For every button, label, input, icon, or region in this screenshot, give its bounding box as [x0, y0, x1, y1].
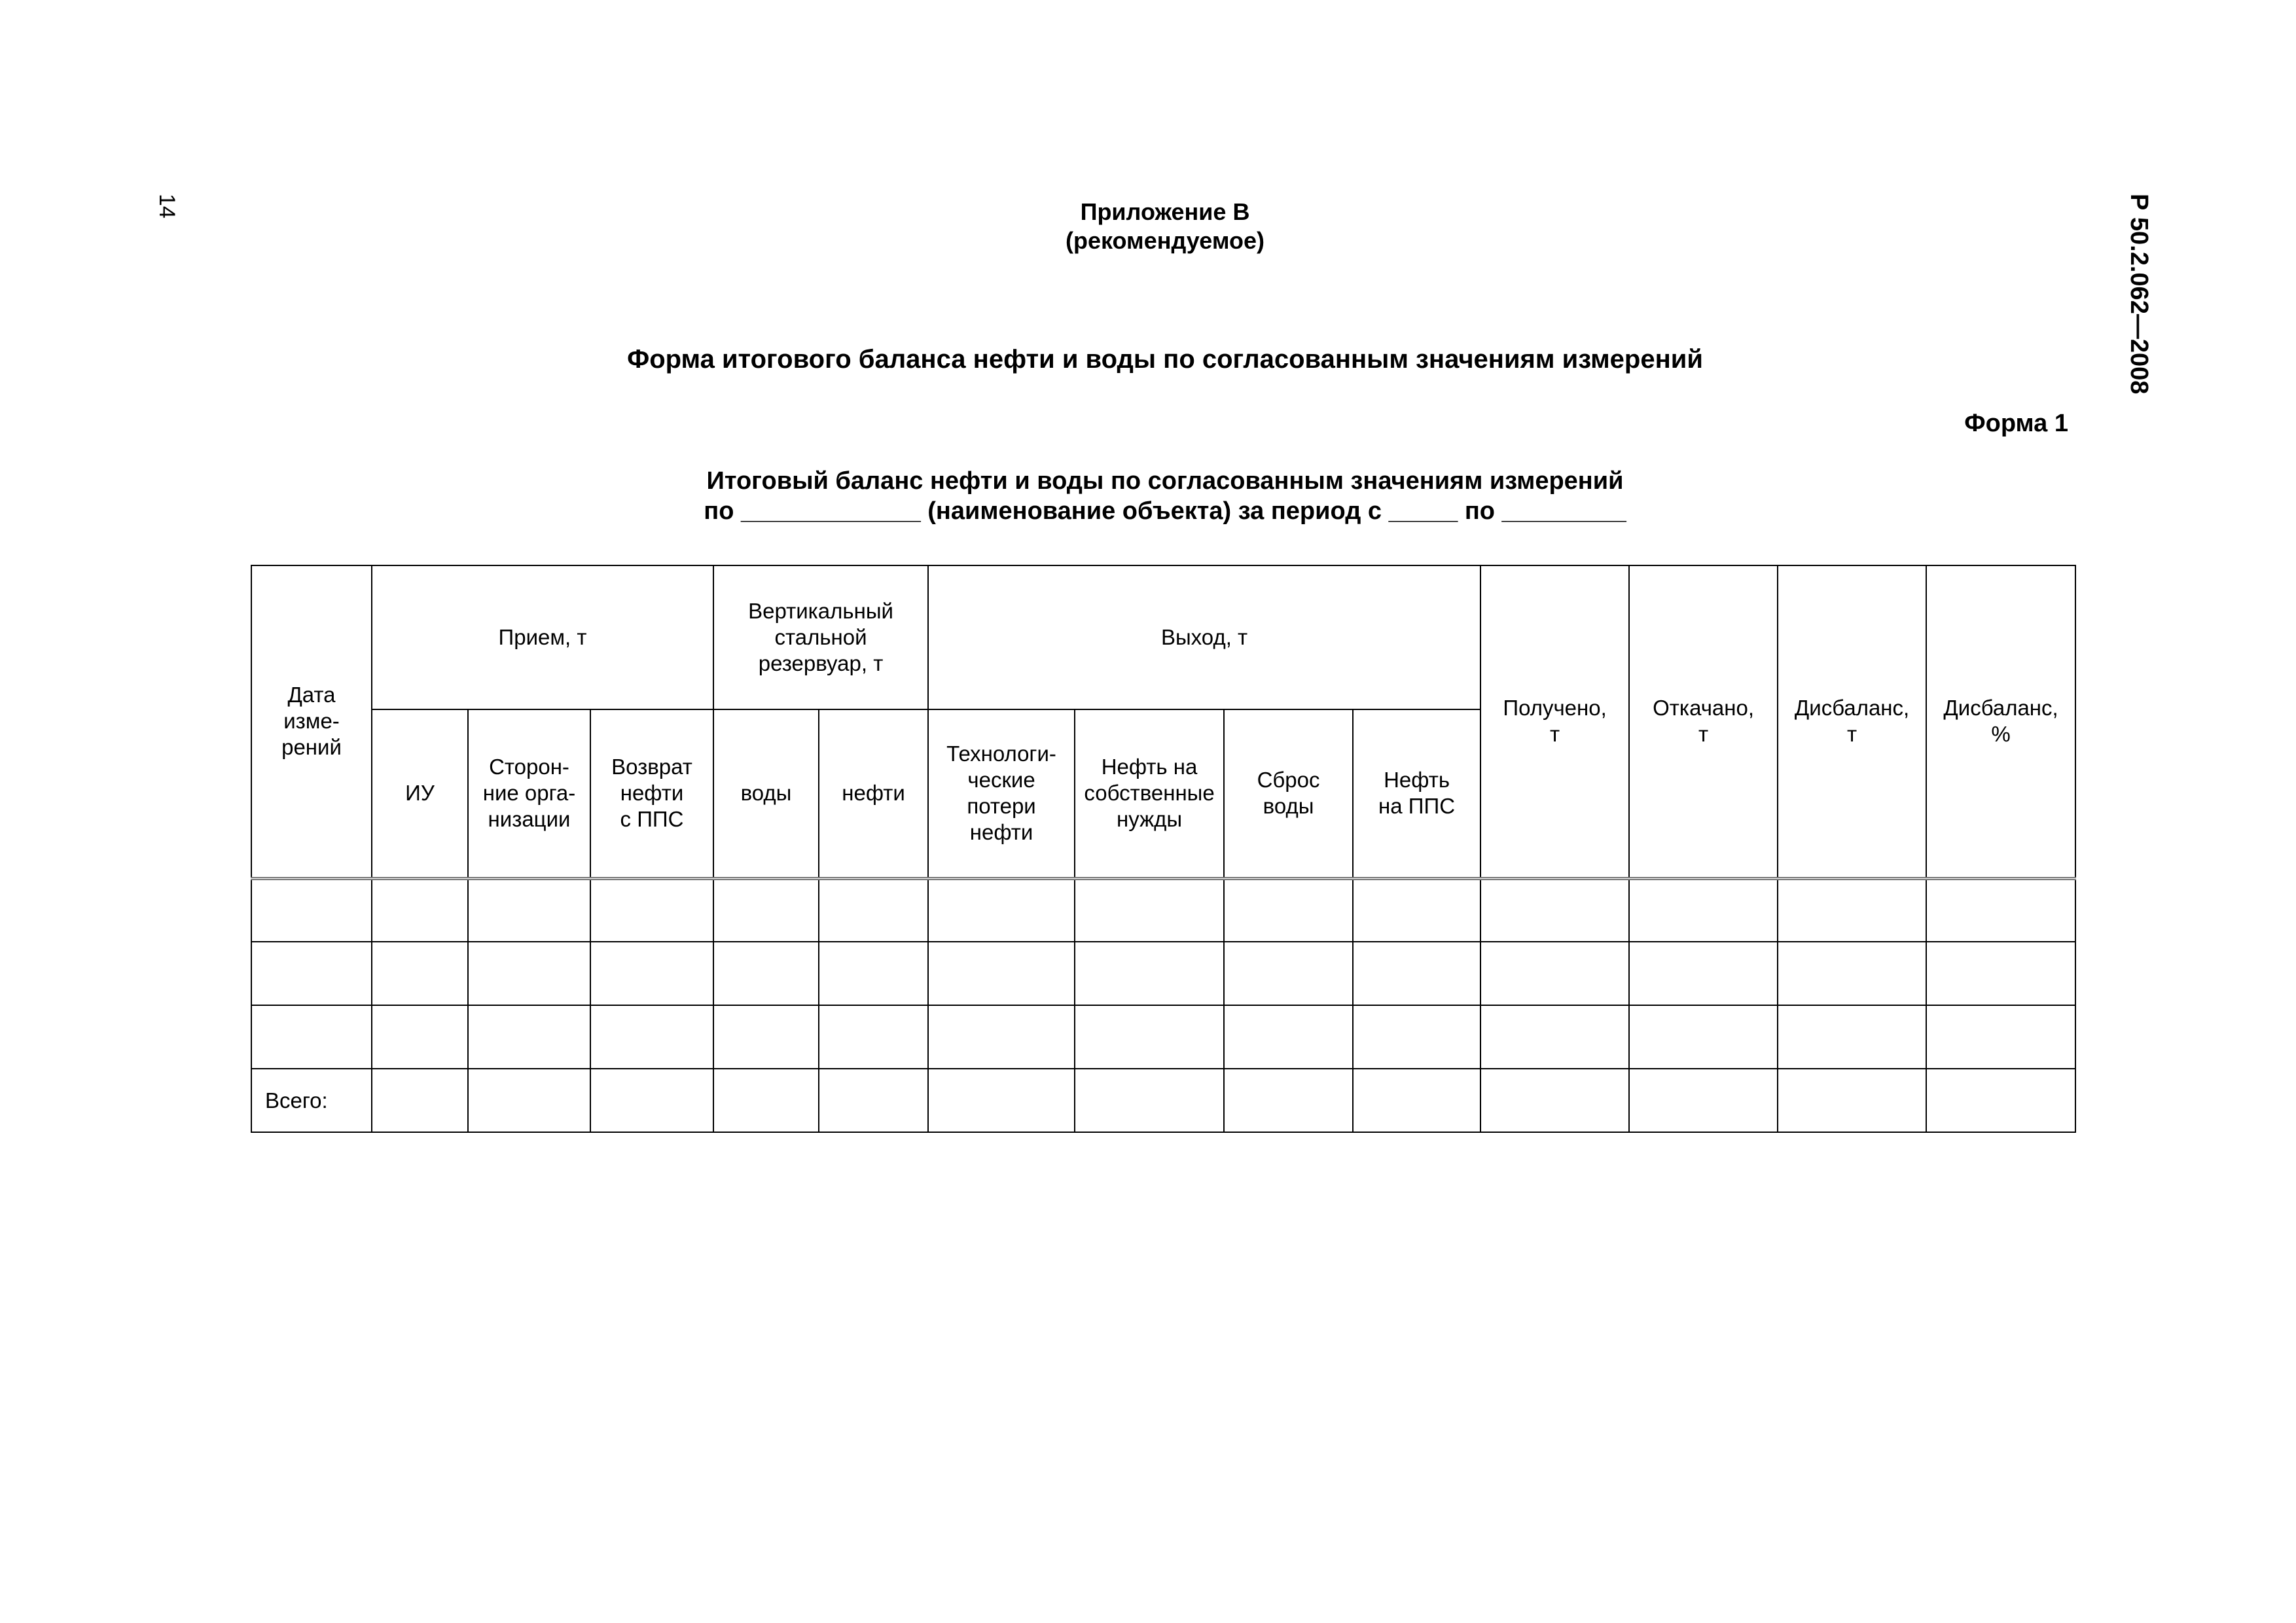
table-cell[interactable]: [819, 1069, 928, 1132]
balance-period-line: по _____________ (наименование объекта) за период с _____ по _________: [704, 497, 1626, 525]
balance-table: [251, 565, 2076, 1133]
table-cell[interactable]: [251, 1005, 372, 1069]
table-cell[interactable]: [1480, 942, 1629, 1005]
table-cell[interactable]: [1778, 1005, 1926, 1069]
table-cell[interactable]: [1075, 942, 1224, 1005]
table-cell[interactable]: [1353, 878, 1480, 942]
total-label: Всего:: [251, 1069, 372, 1132]
table-cell[interactable]: [251, 878, 372, 942]
table-cell[interactable]: [251, 942, 372, 1005]
table-cell[interactable]: [590, 942, 713, 1005]
date-header: Дата изме- рений: [251, 565, 372, 878]
table-row: [251, 942, 2075, 1005]
table-cell[interactable]: [1629, 878, 1778, 942]
header-row-top: [251, 565, 2075, 709]
own-needs-header: Нефть на собственные нужды: [1075, 709, 1224, 878]
table-cell[interactable]: [1480, 878, 1629, 942]
table-cell[interactable]: [1778, 878, 1926, 942]
table-cell[interactable]: [372, 1069, 468, 1132]
imbalance-t-header: Дисбаланс, т: [1778, 565, 1926, 878]
appendix-title: Приложение В: [1080, 198, 1250, 225]
table-cell[interactable]: [1629, 1069, 1778, 1132]
tank-group-header: Вертикальный стальной резервуар, т: [713, 565, 928, 709]
table-cell[interactable]: [819, 1005, 928, 1069]
table-cell[interactable]: [928, 1069, 1075, 1132]
total-row: [251, 1069, 2075, 1132]
table-cell[interactable]: [468, 1069, 590, 1132]
table-cell[interactable]: [590, 878, 713, 942]
form-heading: Форма итогового баланса нефти и воды по согласованным значениям измерений: [627, 345, 1703, 374]
table-cell[interactable]: [1075, 1005, 1224, 1069]
table-cell[interactable]: [1629, 1005, 1778, 1069]
water-header: воды: [713, 709, 819, 878]
table-cell[interactable]: [1224, 1005, 1353, 1069]
table-cell[interactable]: [590, 1005, 713, 1069]
balance-title: Итоговый баланс нефти и воды по согласованным значениям измерений: [706, 467, 1624, 495]
table-row: [251, 1005, 2075, 1069]
received-header: Получено, т: [1480, 565, 1629, 878]
table-cell[interactable]: [1926, 1069, 2075, 1132]
table-cell[interactable]: [713, 942, 819, 1005]
pumped-header: Откачано, т: [1629, 565, 1778, 878]
output-group-header: Выход, т: [928, 565, 1480, 709]
imbalance-pct-header: Дисбаланс, %: [1926, 565, 2075, 878]
table-cell[interactable]: [1480, 1005, 1629, 1069]
table-cell[interactable]: [713, 1005, 819, 1069]
table-cell[interactable]: [1353, 1005, 1480, 1069]
table-cell[interactable]: [590, 1069, 713, 1132]
table-row: [251, 878, 2075, 942]
oil-pps-header: Нефть на ППС: [1353, 709, 1480, 878]
document-code: Р 50.2.062—2008: [2125, 194, 2153, 395]
table-cell[interactable]: [1926, 1005, 2075, 1069]
form-number-label: Форма 1: [1964, 410, 2068, 437]
table-cell[interactable]: [928, 942, 1075, 1005]
table-cell[interactable]: [1480, 1069, 1629, 1132]
table-cell[interactable]: [468, 878, 590, 942]
table-cell[interactable]: [1778, 942, 1926, 1005]
table-cell[interactable]: [1353, 1069, 1480, 1132]
third-party-header: Сторон- ние орга- низации: [468, 709, 590, 878]
table-cell[interactable]: [1629, 942, 1778, 1005]
table-cell[interactable]: [1926, 878, 2075, 942]
oil-header: нефти: [819, 709, 928, 878]
table-cell[interactable]: [1224, 1069, 1353, 1132]
table-cell[interactable]: [819, 878, 928, 942]
table-cell[interactable]: [1224, 942, 1353, 1005]
table-cell[interactable]: [1926, 942, 2075, 1005]
table-cell[interactable]: [819, 942, 928, 1005]
table-cell[interactable]: [372, 942, 468, 1005]
appendix-subtitle: (рекомендуемое): [1066, 227, 1265, 254]
receipt-group-header: Прием, т: [372, 565, 713, 709]
table-cell[interactable]: [372, 878, 468, 942]
iu-header: ИУ: [372, 709, 468, 878]
page-number: 14: [154, 194, 179, 219]
return-pps-header: Возврат нефти с ППС: [590, 709, 713, 878]
table-cell[interactable]: [1778, 1069, 1926, 1132]
table-cell[interactable]: [468, 1005, 590, 1069]
table-cell[interactable]: [1353, 942, 1480, 1005]
table-cell[interactable]: [928, 878, 1075, 942]
table-cell[interactable]: [1075, 878, 1224, 942]
table-cell[interactable]: [1075, 1069, 1224, 1132]
table-cell[interactable]: [1224, 878, 1353, 942]
tech-losses-header: Технологи- ческие потери нефти: [928, 709, 1075, 878]
table-cell[interactable]: [468, 942, 590, 1005]
water-discharge-header: Сброс воды: [1224, 709, 1353, 878]
table-cell[interactable]: [713, 878, 819, 942]
table-cell[interactable]: [928, 1005, 1075, 1069]
table-cell[interactable]: [713, 1069, 819, 1132]
table-cell[interactable]: [372, 1005, 468, 1069]
